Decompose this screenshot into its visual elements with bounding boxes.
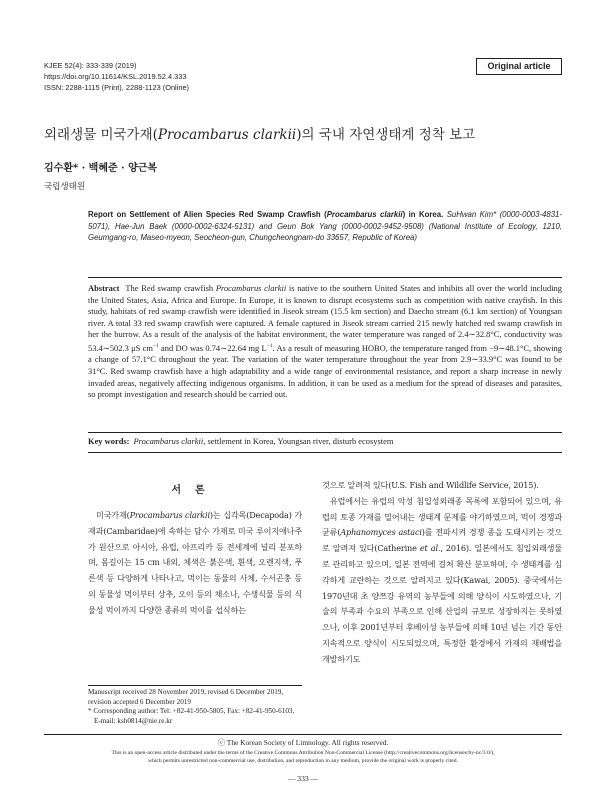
- corresponding-email[interactable]: E-mail: ksh0814@nie.re.kr: [94, 716, 173, 725]
- keywords-label: Key words:: [88, 436, 130, 446]
- title-species: Procambarus clarkii: [157, 127, 297, 143]
- right-paragraph-1: 것으로 알려져 있다(U.S. Fish and Wildlife Service, 2015).: [322, 480, 539, 490]
- issn-line: ISSN: 2288-1115 (Print), 2288-1123 (Online): [44, 83, 190, 92]
- english-authors-2: * (0000-0003-4831-5071), Hae-Jun Baek (0000-0002-6324-5131) and Geun Bok Yang (0000-0002-9452-9508): [88, 210, 562, 231]
- footer-divider: [44, 734, 562, 735]
- affiliation: 국립생태원: [44, 182, 86, 192]
- body-top-divider: [88, 452, 562, 453]
- english-header: [88, 209, 562, 244]
- paper-title: [44, 126, 564, 144]
- license-notice: This is an open-access article distributed under the terms of the Creative Commons Attribution Non-Commercial License (http://creativecommons.org/licenses/by-nc/3.0/), which permits unrestricted non-commercial use, distribution, and reproduction in any medium, provide the original work is properly cited.: [111, 750, 495, 765]
- title-part-1: 외래생물 미국가재(: [44, 127, 158, 143]
- article-type-badge: Original article: [476, 58, 562, 75]
- title-part-2: )의 국내 자연생태계 정착 보고: [296, 127, 476, 143]
- abstract-label: Abstract: [88, 283, 120, 293]
- abstract-top-divider: [88, 277, 562, 278]
- journal-citation: KJEE 52(4): 333-339 (2019): [44, 61, 137, 70]
- doi-link[interactable]: https://doi.org/10.11614/KSL.2019.52.4.333: [44, 72, 187, 81]
- english-affiliation: (National Institute of Ecology, 1210, Geumgang-ro, Maseo-myeon, Seocheon-gun, Chungcheongnam-do 33657, Republic of Korea): [88, 221, 562, 242]
- keywords: Key words: Procambarus clarkii, settlement in Korea, Youngsan river, disturb ecosystem: [88, 436, 394, 446]
- english-title: Report on Settlement of Alien Species Red Swamp Crawfish (Procambarus clarkii) in Korea.: [88, 210, 444, 219]
- body-column-left: 미국가재(Procambarus clarkii)는 십각목(Decapoda) 가재과(Cambaridae)에 속하는 담수 가재로 미국 루이지애나주가 원산으로 아시아, 유럽, 아프리카 등 전세계에 널리 분포하며, 몸길이는 15 cm 내외, 체색은 붉은색, 흰색, 오렌지색, 푸른색 등 다양하게 나타나고, 먹이는 동물의 사체, 수서곤충 등의 동물성 먹이부터 상추, 오이 등의 채소나, 수생식물 등의 식물성 먹이까지 다양한 종류의 먹이를 섭식하는: [88, 510, 302, 615]
- copyright-notice: ⓒ The Korean Society of Limnology. All rights reserved.: [217, 738, 389, 747]
- english-authors-1: SuHwan Kim: [446, 210, 494, 219]
- footnote-divider: [88, 685, 302, 686]
- abstract: Abstract The Red swamp crawfish Procambarus clarkii is native to the southern United States and inhibits all over the world including the United States, Asia, Africa and Europe. In Europe, it is known to disrupt ecosystems such as competition with native crayfish. In this study, habitats of red swamp crawfish were identified in Jiseok stream (15.5 km section) and Daecho stream (6.1 km section) of Youngsan river. A total 33 red swamp crawfish were captured. A female captured in Jiseok stream carried 215 newly hatched red swamp crawfish in her the burrow. As a result of the analysis of the habitat environment, the water temperature was ranged of 2.4∼32.8°C, conductivity was 53.4∼502.3 μS $cm^{-1}$ and DO was 0.74∼22.64 mg $L^{-1}$. As a result of measuring HOBO, the temperature ranged from −9∼48.1°C, showing a change of 57.1°C throughout the year. The variation of the water temperature throughout the year from 2.9∼33.9°C was found to be 31°C. Red swamp crawfish have a high adaptability and a wide range of environmental resistance, and report a sharp increase in newly invaded areas, negatively affecting indigenous organisms. In addition, it can be used as a medium for the spread of diseases and parasites, so prompt investigation and research should be carried out.: [88, 283, 562, 400]
- page-number: — 333 —: [287, 774, 319, 783]
- section-title-introduction: 서론: [171, 485, 219, 496]
- body-column-right: [322, 478, 562, 668]
- journal-meta: [44, 60, 189, 93]
- right-paragraph-2: 유럽에서는 유럽의 악성 침입성외래종 목록에 포함되어 있으며, 유럽의 토종 가재를 밀어내는 생태계 문제를 야기하였으며, 먹이 경쟁과 균류(Aphanomyces astaci)를 전파시켜 경쟁 종을 도태시키는 것으로 알려져 있다(Catherine et al., 2016). 일본에서도 침입외래생물로 관리하고 있으며, 일본 전역에 걸쳐 확산 분포하며, 수 생태계를 심각하게 교란하는 것으로 알려지고 있다(Kawai, 2005). 중국에서는 1970년대 초 양쯔강 유역의 농부들에 의해 양식이 시도하였으나, 기술의 부족과 수요의 부족으로 인해 산업의 규모로 성장하지는 못하였으나, 이후 2001년부터 후베이성 농부들에 의해 10년 넘는 기간 동안 지속적으로 양식이 시도되었으며, 특정한 환경에서 가재의 재배법을 개발하기도: [322, 495, 562, 664]
- author-list: 김수환* · 백혜준 · 양근복: [44, 163, 158, 174]
- footnotes: Manuscript received 28 November 2019, revised 6 December 2019, revision accepted 6 December 2019 * Corresponding author: Tel: +82-41-950-5805, Fax: +82-41-950-6103, E-mail: ksh0814@nie.re.kr: [88, 688, 328, 726]
- keywords-divider: [88, 432, 562, 433]
